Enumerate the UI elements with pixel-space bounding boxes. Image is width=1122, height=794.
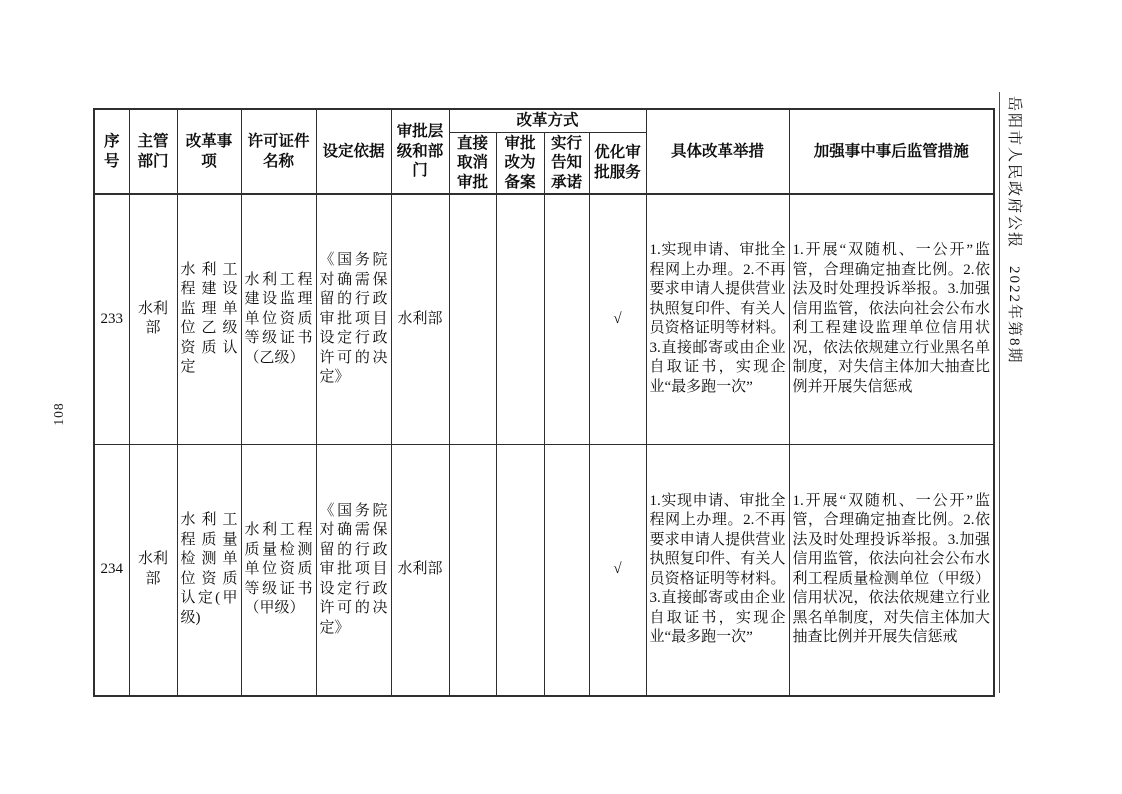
cell-cancel-approval [449,444,496,696]
col-header-change-to-record: 审批改为备案 [496,132,544,194]
cell-serial-no: 233 [94,194,129,444]
cell-license-name: 水利工程质量检测单位资质等级证书（甲级） [241,444,316,696]
col-header-supervision: 加强事中事后监管措施 [789,109,994,194]
col-header-reform-item: 改革事项 [177,109,241,194]
col-header-notification-commitment: 实行告知承诺 [544,132,589,194]
col-header-measures: 具体改革举措 [646,109,789,194]
col-header-serial-no: 序号 [94,109,129,194]
cell-legal-basis: 《国务院对确需保留的行政审批项目设定行政许可的决定》 [316,444,391,696]
col-header-approval-level: 审批层级和部门 [391,109,449,194]
cell-reform-item: 水利工程建设监理单位乙级资质认定 [177,194,241,444]
cell-change-to-record [496,194,544,444]
gazette-sidebar-caption: 岳阳市人民政府公报 2022年第8期 [1006,96,1022,365]
cell-department: 水利部 [129,444,177,696]
col-header-reform-mode-group: 改革方式 [449,109,646,132]
sidebar-divider-rule [999,92,1000,693]
col-header-optimize-service: 优化审批服务 [589,132,646,194]
cell-measures: 1.实现申请、审批全程网上办理。2.不再要求申请人提供营业执照复印件、有关人员资格证明等材料。3.直接邮寄或由企业自取证书，实现企业“最多跑一次” [646,444,789,696]
col-header-legal-basis: 设定依据 [316,109,391,194]
cell-approval-level: 水利部 [391,444,449,696]
cell-approval-level: 水利部 [391,194,449,444]
col-header-license-name: 许可证件名称 [241,109,316,194]
cell-supervision: 1.开展“双随机、一公开”监管，合理确定抽查比例。2.依法及时处理投诉举报。3.加强信用监管，依法向社会公布水利工程建设监理单位信用状况，依法依规建立行业黑名单制度，对失信主体加大抽查比例并开展失信惩戒 [789,194,994,444]
cell-notification-commitment [544,194,589,444]
cell-reform-item: 水利工程质量检测单位资质认定(甲级) [177,444,241,696]
table-row-234 [94,444,994,696]
col-header-cancel-approval: 直接取消审批 [449,132,496,194]
cell-license-name: 水利工程建设监理单位资质等级证书（乙级） [241,194,316,444]
reform-items-table [93,108,995,697]
col-header-department: 主管部门 [129,109,177,194]
cell-supervision: 1.开展“双随机、一公开”监管，合理确定抽查比例。2.依法及时处理投诉举报。3.加强信用监管，依法向社会公布水利工程质量检测单位（甲级）信用状况，依法依规建立行业黑名单制度，对失信主体加大抽查比例并开展失信惩戒 [789,444,994,696]
cell-serial-no: 234 [94,444,129,696]
cell-legal-basis: 《国务院对确需保留的行政审批项目设定行政许可的决定》 [316,194,391,444]
cell-department: 水利部 [129,194,177,444]
table-row-233 [94,194,994,444]
cell-measures: 1.实现申请、审批全程网上办理。2.不再要求申请人提供营业执照复印件、有关人员资格证明等材料。3.直接邮寄或由企业自取证书，实现企业“最多跑一次” [646,194,789,444]
cell-change-to-record [496,444,544,696]
cell-optimize-service-checkmark: √ [589,194,646,444]
cell-cancel-approval [449,194,496,444]
cell-notification-commitment [544,444,589,696]
cell-optimize-service-checkmark: √ [589,444,646,696]
folio-page-number: 108 [51,402,66,426]
